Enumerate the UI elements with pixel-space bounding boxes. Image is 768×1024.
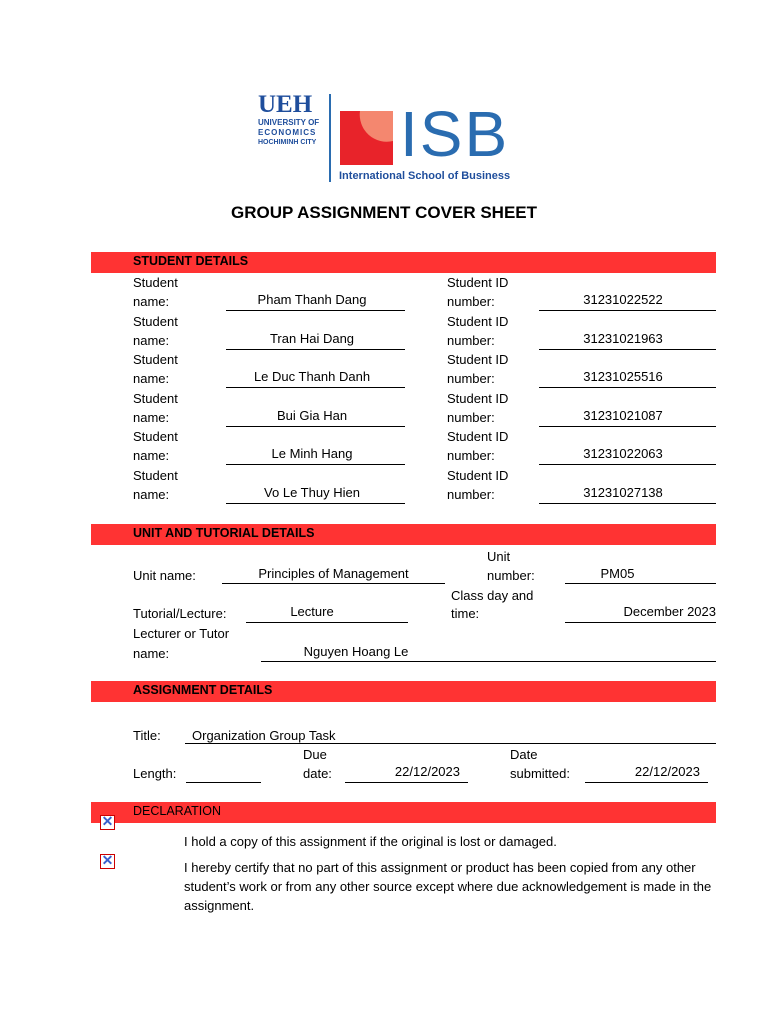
student-id-line — [539, 349, 716, 350]
student-id-label-1: Student ID — [447, 275, 509, 290]
student-id-value: 31231021963 — [583, 331, 663, 346]
class-time-value: December 2023 — [623, 604, 716, 619]
ueh-line-2: ECONOMICS — [258, 128, 317, 137]
declaration-header: DECLARATION — [133, 804, 221, 818]
due-label-1: Due — [303, 747, 327, 762]
student-name-line — [226, 464, 405, 465]
declaration-checkbox-2[interactable] — [100, 854, 115, 869]
isb-subtitle: International School of Business — [339, 170, 511, 182]
student-id-label-2: number: — [447, 448, 495, 463]
student-name-value: Vo Le Thuy Hien — [264, 485, 360, 500]
assignment-title-value: Organization Group Task — [192, 728, 336, 743]
unit-name-value: Principles of Management — [258, 566, 409, 581]
submitted-date-value: 22/12/2023 — [634, 764, 700, 779]
student-details-header: STUDENT DETAILS — [133, 254, 249, 268]
student-id-label-1: Student ID — [447, 468, 509, 483]
ueh-line-1: UNIVERSITY OF — [258, 118, 320, 127]
student-id-value: 31231027138 — [583, 485, 663, 500]
ueh-mark: UEH — [258, 91, 313, 118]
unit-number-label-1: Unit — [487, 549, 511, 564]
assignment-details-bar — [91, 681, 716, 702]
student-name-label-1: Student — [133, 391, 178, 406]
student-name-value: Le Minh Hang — [271, 446, 353, 461]
length-label: Length: — [133, 766, 177, 781]
student-name-label-1: Student — [133, 314, 178, 329]
assignment-title-label: Title: — [133, 728, 161, 743]
ueh-line-3: HOCHIMINH CITY — [258, 139, 317, 146]
page-title: GROUP ASSIGNMENT COVER SHEET — [230, 203, 538, 222]
student-id-label-1: Student ID — [447, 314, 509, 329]
assignment-details-header: ASSIGNMENT DETAILS — [133, 683, 273, 697]
student-id-line — [539, 426, 716, 427]
student-id-label-1: Student ID — [447, 352, 509, 367]
student-name-label-1: Student — [133, 429, 178, 444]
student-name-line — [226, 349, 405, 350]
student-id-label-1: Student ID — [447, 391, 509, 406]
submitted-label-2: submitted: — [510, 766, 570, 781]
lecturer-line — [261, 661, 716, 662]
student-name-value: Pham Thanh Dang — [257, 292, 367, 307]
declaration-item-2: I hereby certify that no part of this assignment or product has been copied from any other student’s work or from any other source except where due acknowledgement is made in the assignment. — [184, 860, 712, 913]
student-name-label-2: name: — [133, 333, 170, 348]
due-date-line — [345, 782, 468, 783]
unit-name-label: Unit name: — [133, 568, 196, 583]
student-name-label-2: name: — [133, 371, 170, 386]
declaration-bar — [91, 802, 716, 823]
lecturer-label-1: Lecturer or Tutor — [133, 626, 230, 641]
lecturer-value: Nguyen Hoang Le — [303, 644, 409, 659]
declaration-item-1: I hold a copy of this assignment if the original is lost or damaged. — [184, 834, 557, 849]
student-id-value: 31231021087 — [583, 408, 663, 423]
student-id-value: 31231025516 — [583, 369, 663, 384]
student-id-line — [539, 310, 716, 311]
tutorial-label: Tutorial/Lecture: — [133, 606, 227, 621]
class-label-1: Class day and — [451, 588, 534, 603]
student-details-bar — [91, 252, 716, 273]
unit-number-line — [565, 583, 716, 584]
student-name-line — [226, 426, 405, 427]
student-name-label-2: name: — [133, 448, 170, 463]
logo-divider — [329, 94, 331, 182]
student-id-value: 31231022522 — [583, 292, 663, 307]
student-id-label-2: number: — [447, 333, 495, 348]
student-id-label-2: number: — [447, 294, 495, 309]
unit-details-header: UNIT AND TUTORIAL DETAILS — [133, 526, 315, 540]
lecturer-label-2: name: — [133, 646, 170, 661]
isb-emblem — [340, 111, 393, 165]
student-id-line — [539, 503, 716, 504]
student-id-value: 31231022063 — [583, 446, 663, 461]
student-name-label-1: Student — [133, 275, 178, 290]
due-label-2: date: — [303, 766, 332, 781]
ueh-logo — [258, 92, 319, 148]
student-name-label-2: name: — [133, 410, 170, 425]
due-date-value: 22/12/2023 — [394, 764, 460, 779]
student-name-value: Tran Hai Dang — [269, 331, 355, 346]
student-id-line — [539, 387, 716, 388]
length-line — [186, 782, 261, 783]
check-mark-icon: ✕ — [101, 813, 114, 829]
student-name-line — [226, 310, 405, 311]
student-name-label-2: name: — [133, 487, 170, 502]
student-name-label-1: Student — [133, 468, 178, 483]
student-id-line — [539, 464, 716, 465]
student-name-label-1: Student — [133, 352, 178, 367]
class-label-2: time: — [451, 606, 480, 621]
student-id-label-1: Student ID — [447, 429, 509, 444]
student-name-line — [226, 387, 405, 388]
unit-number-label-2: number: — [487, 568, 535, 583]
student-name-label-2: name: — [133, 294, 170, 309]
unit-number-value: PM05 — [600, 566, 635, 581]
check-mark-icon: ✕ — [101, 852, 114, 868]
student-id-label-2: number: — [447, 410, 495, 425]
class-time-line — [565, 622, 716, 623]
student-name-value: Bui Gia Han — [276, 408, 348, 423]
student-name-value: Le Duc Thanh Danh — [253, 369, 371, 384]
unit-name-line — [222, 583, 445, 584]
declaration-checkbox-1[interactable] — [100, 815, 115, 830]
unit-details-bar — [91, 524, 716, 545]
submitted-date-line — [585, 782, 708, 783]
tutorial-line — [246, 622, 408, 623]
student-id-label-2: number: — [447, 487, 495, 502]
tutorial-value: Lecture — [290, 604, 334, 619]
isb-mark: ISB — [400, 98, 510, 170]
student-name-line — [226, 503, 405, 504]
submitted-label-1: Date — [510, 747, 538, 762]
student-id-label-2: number: — [447, 371, 495, 386]
